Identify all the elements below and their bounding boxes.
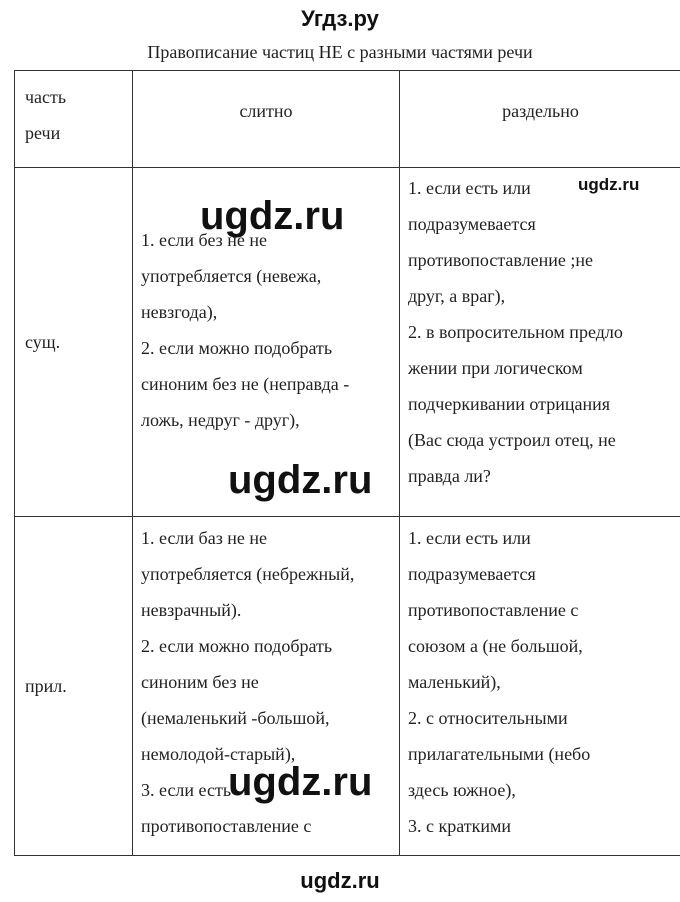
rule-line: 1. если без не не — [141, 230, 268, 250]
watermark: ugdz.ru — [578, 175, 640, 194]
rule-line: невзгода), — [141, 302, 218, 322]
rule-line: (немаленький -большой, — [141, 708, 330, 728]
rule-line: 2. если можно подобрать — [141, 338, 333, 358]
watermark: ugdz.ru — [228, 458, 373, 502]
rule-line: здесь южное), — [408, 780, 516, 800]
rule-line: подчеркивании отрицания — [408, 394, 610, 414]
rule-line: противопоставление с — [408, 600, 579, 620]
rule-line: синоним без не — [141, 672, 259, 692]
rule-line: 2. в вопросительном предло — [408, 322, 623, 342]
rule-line: 3. с краткими — [408, 816, 512, 836]
rule-line: 3. если есть — [141, 780, 232, 800]
rule-line: 1. если баз не не — [141, 528, 268, 548]
rule-line: 2. с относительными — [408, 708, 568, 728]
rule-line: синоним без не (неправда - — [141, 374, 350, 394]
rule-line: маленький), — [408, 672, 501, 692]
watermark: ugdz.ru — [228, 760, 373, 804]
part-of-speech-adjective: прил. — [15, 517, 133, 856]
header-together: слитно — [133, 71, 400, 168]
part-of-speech-noun: сущ. — [15, 168, 133, 517]
header-pos-line-2: речи — [25, 123, 61, 143]
header-pos-line-1: часть — [25, 87, 67, 107]
rule-line: употребляется (небрежный, — [141, 564, 355, 584]
table-header-row — [15, 71, 680, 168]
rule-line: 1. если есть или — [408, 178, 531, 198]
document-title: Правописание частиц НЕ с разными частями речи — [147, 42, 533, 62]
rule-line: противопоставление ;не — [408, 250, 594, 270]
rule-line: невзрачный). — [141, 600, 242, 620]
rule-line: немолодой-старый), — [141, 744, 296, 764]
noun-separate-cell — [400, 168, 680, 517]
rule-line: союзом а (не большой, — [408, 636, 583, 656]
rule-line: правда ли? — [408, 466, 491, 486]
header-separate: раздельно — [400, 71, 680, 168]
rule-line: подразумевается — [408, 564, 536, 584]
rule-line: подразумевается — [408, 214, 536, 234]
rule-line: 1. если есть или — [408, 528, 531, 548]
rule-line: употребляется (невежа, — [141, 266, 322, 286]
rule-line: прилагательными (небо — [408, 744, 591, 764]
rule-line: друг, а враг), — [408, 286, 506, 306]
rule-line: ложь, недруг - друг), — [141, 410, 300, 430]
rule-line: (Вас сюда устроил отец, не — [408, 430, 616, 450]
header-part-of-speech — [15, 71, 133, 168]
site-title: Угдз.ру — [301, 6, 379, 31]
footer-watermark: ugdz.ru — [300, 868, 380, 893]
rule-line: 2. если можно подобрать — [141, 636, 333, 656]
rule-line: противопоставление с — [141, 816, 312, 836]
rule-line: жении при логическом — [408, 358, 583, 378]
adjective-separate-cell — [400, 517, 680, 856]
watermark: ugdz.ru — [200, 194, 345, 238]
